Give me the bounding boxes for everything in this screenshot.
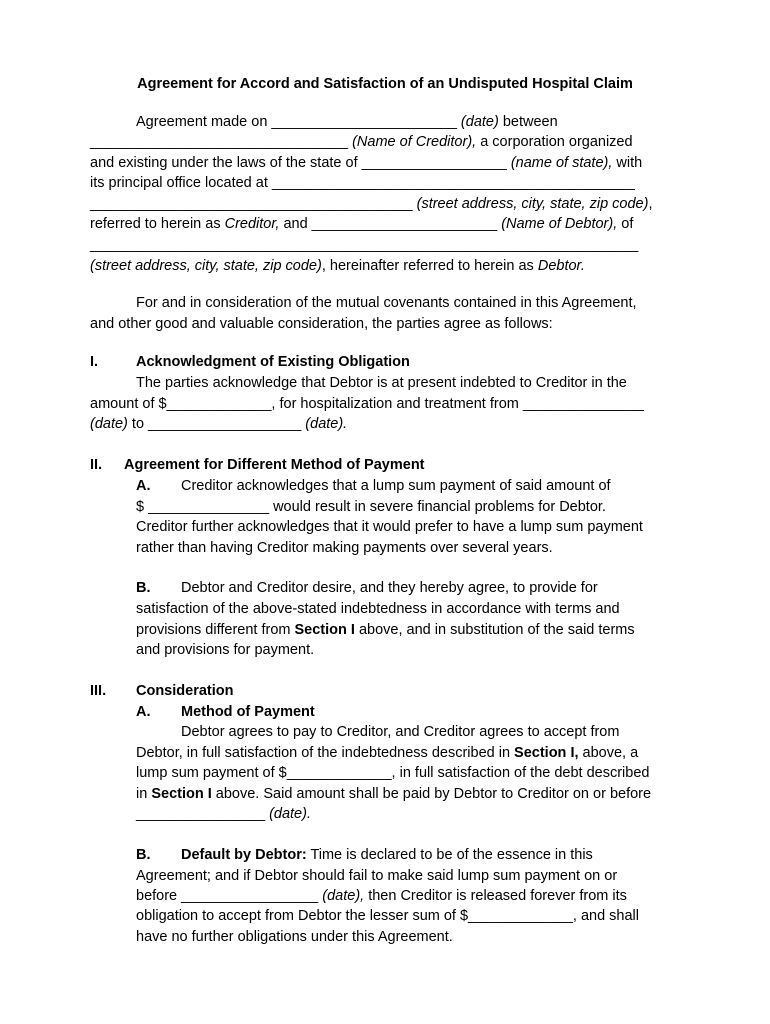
section-1-number: I. — [90, 354, 99, 370]
section-2a-line-3: Creditor further acknowledges that it would prefer to have a lump sum payment — [136, 519, 643, 535]
section-1-line-2: amount of $_____________, for hospitalization and treatment from _______________ — [90, 396, 644, 412]
intro-line-4: its principal office located at _____________________________________________ — [90, 175, 635, 191]
section-3a-label: A. — [136, 704, 151, 720]
section-3b-label: B. — [136, 847, 151, 863]
section-3a-line-3: lump sum payment of $_____________, in full satisfaction of the debt described — [136, 765, 650, 781]
section-1-heading: Acknowledgment of Existing Obligation — [136, 354, 410, 370]
section-3a-line-1: Debtor agrees to pay to Creditor, and Creditor agrees to accept from — [181, 724, 620, 740]
section-2a-line-1: Creditor acknowledges that a lump sum payment of said amount of — [181, 478, 611, 494]
section-3b-line-4: obligation to accept from Debtor the lesser sum of $_____________, and shall — [136, 908, 639, 924]
consideration-line-2: and other good and valuable consideration, the parties agree as follows: — [90, 316, 553, 332]
section-3b-line-5: have no further obligations under this Agreement. — [136, 929, 453, 945]
consideration-line-1: For and in consideration of the mutual covenants contained in this Agreement, — [136, 295, 637, 311]
section-2a-line-2: $ _______________ would result in severe financial problems for Debtor. — [136, 499, 606, 515]
intro-line-5: ________________________________________ (street address, city, state, zip code), — [90, 196, 653, 212]
intro-line-3: and existing under the laws of the state of __________________ (name of state), with — [90, 155, 643, 171]
section-3-heading: Consideration — [136, 683, 234, 699]
section-2a-label: A. — [136, 478, 151, 494]
section-3a-line-4: in Section I above. Said amount shall be paid by Debtor to Creditor on or before — [136, 786, 652, 802]
section-3b-line-3: before _________________ (date), then Creditor is released forever from its — [136, 888, 627, 904]
intro-line-1: Agreement made on _______________________ (date) between — [136, 114, 558, 130]
section-3a-line-2: Debtor, in full satisfaction of the indebtedness described in Section I, above, a — [136, 745, 639, 761]
section-2b-line-2: satisfaction of the above-stated indebtedness in accordance with terms and — [136, 601, 620, 617]
section-2-heading: Agreement for Different Method of Payment — [124, 457, 425, 473]
section-2b-line-4: and provisions for payment. — [136, 642, 315, 658]
document-title: Agreement for Accord and Satisfaction of an Undisputed Hospital Claim — [137, 76, 633, 92]
section-2b-line-3: provisions different from Section I above, and in substitution of the said terms — [136, 622, 635, 638]
section-2a-line-4: rather than having Creditor making payments over several years. — [136, 540, 553, 556]
section-1-line-1: The parties acknowledge that Debtor is at present indebted to Creditor in the — [136, 375, 627, 391]
section-3b-line-2: Agreement; and if Debtor should fail to make said lump sum payment on or — [136, 868, 618, 884]
section-2b-line-1: Debtor and Creditor desire, and they hereby agree, to provide for — [181, 580, 598, 596]
section-3a-line-5: ________________ (date). — [136, 806, 311, 822]
section-2b-label: B. — [136, 580, 151, 596]
intro-line-7: ____________________________________________________________________ — [90, 237, 639, 253]
section-2-number: II. — [90, 457, 103, 473]
section-1-line-3: (date) to ___________________ (date). — [90, 416, 348, 432]
intro-line-2: ________________________________ (Name of Creditor), a corporation organized — [90, 134, 633, 150]
section-3-number: III. — [90, 683, 107, 699]
section-3b-line-1: Default by Debtor: Time is declared to be of the essence in this — [181, 847, 593, 863]
intro-line-8: (street address, city, state, zip code), hereinafter referred to herein as Debtor. — [90, 258, 585, 274]
section-3a-heading: Method of Payment — [181, 704, 315, 720]
intro-line-6: referred to herein as Creditor, and _______________________ (Name of Debtor), of — [90, 216, 634, 232]
